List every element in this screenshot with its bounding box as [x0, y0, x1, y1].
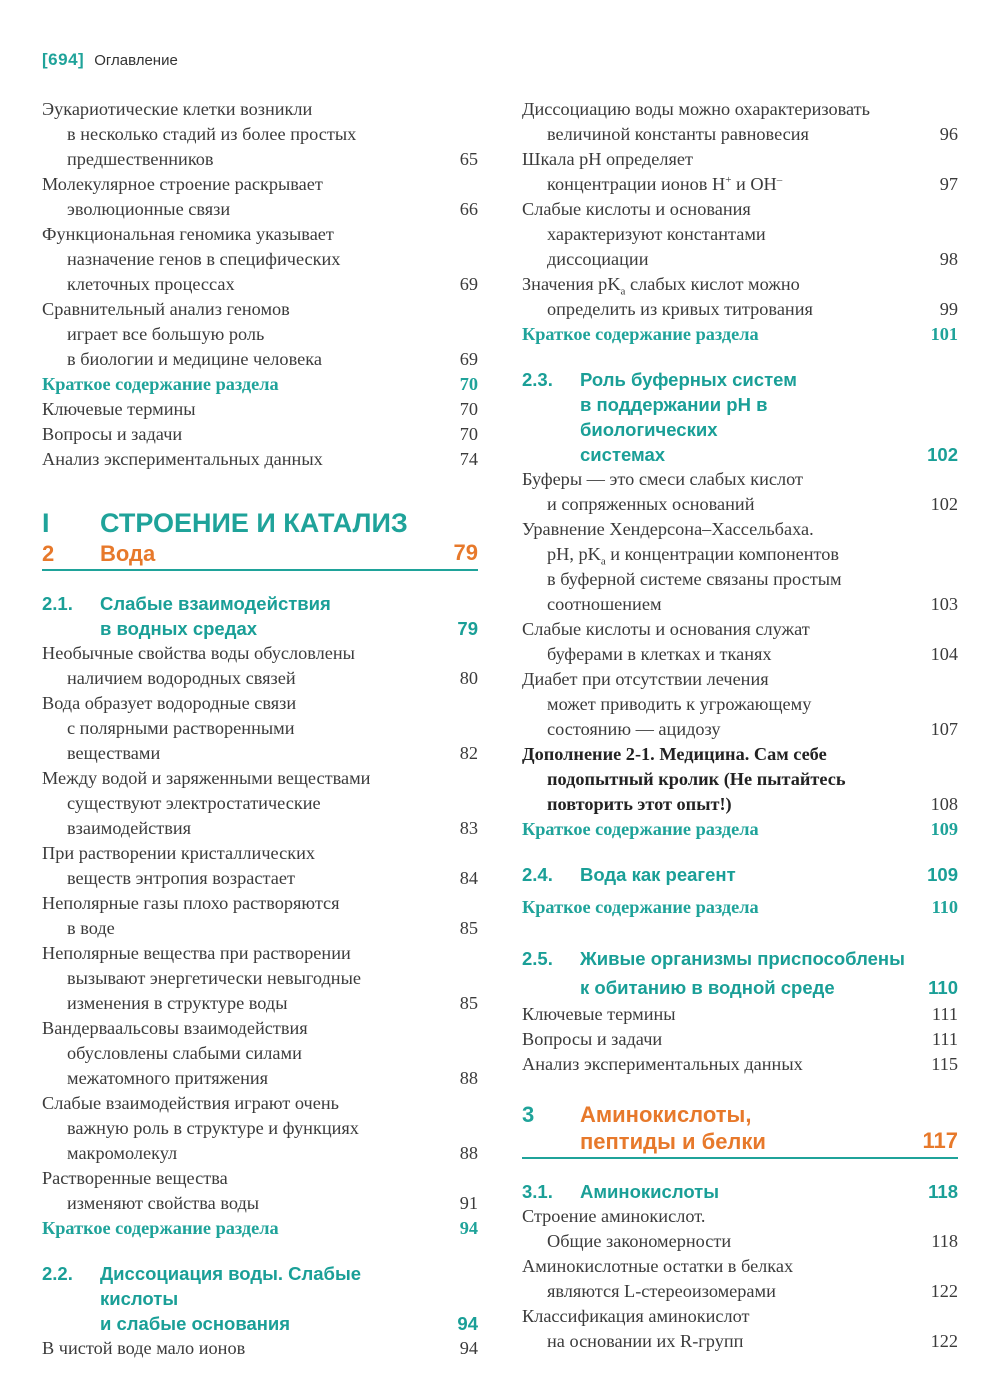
page-ref: 80: [459, 668, 478, 688]
toc-summary-entry[interactable]: Краткое содержание раздела 109: [522, 817, 958, 842]
running-title: Оглавление: [94, 52, 178, 69]
toc-entry[interactable]: Диссоциацию воды можно охарактеризовать величиной константы равновесия 96: [522, 97, 958, 147]
page-ref: 65: [459, 149, 478, 169]
page-ref: 118: [931, 1231, 958, 1251]
page-ref: 82: [459, 743, 478, 763]
page-ref: 118: [928, 1181, 958, 1202]
page-ref: 122: [930, 1281, 958, 1301]
page-ref: 79: [453, 540, 478, 565]
toc-entry[interactable]: Вопросы и задачи 111: [522, 1027, 958, 1052]
toc-entry[interactable]: Слабые кислоты и основания служат буферами в клетках и тканях 104: [522, 617, 958, 667]
toc-entry[interactable]: Анализ экспериментальных данных 115: [522, 1052, 958, 1077]
page-ref: 98: [939, 249, 958, 269]
page-number: [694]: [42, 50, 85, 69]
page-ref: 85: [459, 993, 478, 1013]
page-ref: 94: [459, 1338, 478, 1358]
toc-entry[interactable]: При растворении кристаллических веществ энтропия возрастает 84: [42, 841, 478, 891]
page-ref: 94: [457, 1313, 478, 1334]
page-ref: 79: [457, 618, 478, 639]
toc-entry[interactable]: Шкала pH определяет концентрации ионов H+ и OH– 97: [522, 147, 958, 197]
page-ref: 91: [459, 1193, 478, 1213]
page-ref: 104: [930, 644, 958, 664]
toc-summary-entry[interactable]: Краткое содержание раздела 101: [522, 322, 958, 347]
toc-entry[interactable]: Растворенные вещества изменяют свойства воды 91: [42, 1166, 478, 1216]
page-ref: 74: [459, 449, 478, 469]
section-heading[interactable]: 2.2. Диссоциация воды. Слабые кислоты и слабые основания 94: [42, 1263, 478, 1334]
page-ref: 117: [922, 1128, 958, 1153]
page-ref: 94: [459, 1218, 478, 1238]
toc-summary-entry[interactable]: Краткое содержание раздела 110: [522, 895, 958, 920]
toc-entry[interactable]: Функциональная геномика указывает назначение генов в специфических клеточных процессах 69: [42, 222, 478, 297]
page-ref: 69: [459, 274, 478, 294]
section-heading[interactable]: 2.3. Роль буферных систем в поддержании pH в биологических системах 102: [522, 369, 958, 465]
chapter-heading[interactable]: 2 Вода 79: [42, 540, 478, 571]
page-ref: 102: [927, 444, 958, 465]
page-ref: 97: [939, 174, 958, 194]
toc-entry[interactable]: Необычные свойства воды обусловлены наличием водородных связей 80: [42, 641, 478, 691]
page-ref: 110: [931, 897, 958, 917]
toc-entry[interactable]: Между водой и заряженными веществами существуют электростатические взаимодействия 83: [42, 766, 478, 841]
toc-left-column: [42, 97, 478, 1361]
part-heading[interactable]: I СТРОЕНИЕ И КАТАЛИЗ: [42, 508, 408, 538]
page-ref: 103: [930, 594, 958, 614]
page-ref: 88: [459, 1143, 478, 1163]
toc-entry[interactable]: Ключевые термины 111: [522, 1002, 958, 1027]
page-ref: 70: [459, 374, 478, 394]
toc-entry[interactable]: Слабые взаимодействия играют очень важную роль в структуре и функциях макромолекул 88: [42, 1091, 478, 1166]
toc-entry[interactable]: Сравнительный анализ геномов играет все большую роль в биологии и медицине человека 69: [42, 297, 478, 372]
page-ref: 83: [459, 818, 478, 838]
toc-entry[interactable]: Неполярные газы плохо растворяются в воде 85: [42, 891, 478, 941]
toc-entry[interactable]: Вода образует водородные связи с полярными растворенными веществами 82: [42, 691, 478, 766]
toc-entry[interactable]: Молекулярное строение раскрывает эволюционные связи 66: [42, 172, 478, 222]
page-ref: 96: [939, 124, 958, 144]
chapter-heading[interactable]: 3 Аминокислоты, пептиды и белки 117: [522, 1101, 958, 1159]
page-ref: 122: [930, 1331, 958, 1351]
toc-entry[interactable]: Диабет при отсутствии лечения может приводить к угрожающему состоянию — ацидозу 107: [522, 667, 958, 742]
toc-entry[interactable]: В чистой воде мало ионов 94: [42, 1336, 478, 1361]
toc-entry[interactable]: Вопросы и задачи 70: [42, 422, 478, 447]
page-ref: 110: [928, 977, 958, 998]
toc-entry[interactable]: Эукариотические клетки возникли в несколько стадий из более простых предшественников 65: [42, 97, 478, 172]
page-ref: 69: [459, 349, 478, 369]
toc-entry[interactable]: Ключевые термины 70: [42, 397, 478, 422]
toc-box-entry[interactable]: Дополнение 2-1. Медицина. Сам себе подопытный кролик (Не пытайтесь повторить этот опыт!) 108: [522, 742, 958, 817]
toc-entry[interactable]: Уравнение Хендерсона–Хассельбаха. pH, $pK_a$ и концентрации компонентов в буферной системе связаны простым соотношением 103: [522, 517, 958, 617]
page-ref: 101: [930, 324, 958, 344]
page-ref: 99: [939, 299, 958, 319]
page-ref: 111: [931, 1029, 958, 1049]
toc-summary-entry[interactable]: Краткое содержание раздела 94: [42, 1216, 478, 1241]
toc-entry[interactable]: Аминокислотные остатки в белках являются L-стереоизомерами 122: [522, 1254, 958, 1304]
toc-entry[interactable]: Анализ экспериментальных данных 74: [42, 447, 478, 472]
toc-summary-entry[interactable]: Краткое содержание раздела 70: [42, 372, 478, 397]
toc-entry[interactable]: Строение аминокислот. Общие закономерности 118: [522, 1204, 958, 1254]
page-ref: 115: [931, 1054, 958, 1074]
page-ref: 85: [459, 918, 478, 938]
toc-entry[interactable]: Неполярные вещества при растворении вызывают энергетически невыгодные изменения в структуре воды 85: [42, 941, 478, 1016]
page-ref: 66: [459, 199, 478, 219]
toc-right-column: [522, 97, 958, 1354]
toc-entry[interactable]: Значения $pK_a$ слабых кислот можно определить из кривых титрования 99: [522, 272, 958, 322]
page-ref: 70: [459, 399, 478, 419]
page-ref: 109: [927, 864, 958, 885]
page-ref: 70: [459, 424, 478, 444]
page-ref: 84: [459, 868, 478, 888]
toc-entry[interactable]: Классификация аминокислот на основании их R-групп 122: [522, 1304, 958, 1354]
section-heading[interactable]: 2.4. Вода как реагент 109: [522, 864, 958, 885]
toc-entry[interactable]: Буферы — это смеси слабых кислот и сопряженных оснований 102: [522, 467, 958, 517]
page-header: [42, 50, 178, 70]
page-ref: 109: [930, 819, 958, 839]
section-heading[interactable]: 2.1. Слабые взаимодействия в водных средах 79: [42, 593, 478, 639]
section-heading[interactable]: 3.1. Аминокислоты 118: [522, 1181, 958, 1202]
toc-entry[interactable]: Вандерваальсовы взаимодействия обусловлены слабыми силами межатомного притяжения 88: [42, 1016, 478, 1091]
page-ref: 107: [930, 719, 958, 739]
page-ref: 102: [930, 494, 958, 514]
section-heading[interactable]: 2.5. Живые организмы приспособлены к обитанию в водной среде 110: [522, 944, 958, 1002]
toc-entry[interactable]: Слабые кислоты и основания характеризуют константами диссоциации 98: [522, 197, 958, 272]
page-ref: 108: [930, 794, 958, 814]
page-ref: 111: [931, 1004, 958, 1024]
page-ref: 88: [459, 1068, 478, 1088]
